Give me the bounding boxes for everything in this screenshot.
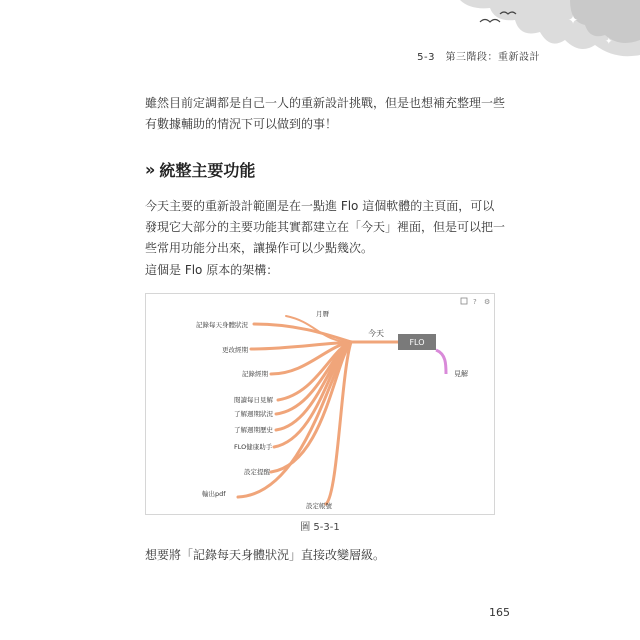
- section-heading: [145, 158, 255, 181]
- insights-label: 見解: [454, 370, 468, 378]
- mindmap-figure: [145, 293, 495, 515]
- health-assistant-label: FLO健康助手: [234, 443, 273, 451]
- set-account-label: 設定帳號: [306, 502, 332, 510]
- sparkle-icon: ✦: [568, 13, 579, 27]
- read-insights-label: 閱讀每日見解: [234, 396, 273, 404]
- main-paragraph: 今天主要的重新設計範圍是在一點進 Flo 這個軟體的主頁面，可以發現它大部分的主要功能其實都建立在「今天」裡面，但是可以把一些常用功能分出來，讓操作可以少點幾次。: [145, 199, 506, 255]
- figure-caption: 圖 5-3-1: [300, 522, 340, 533]
- record-daily-label: 記錄每天身體狀況: [196, 321, 248, 329]
- section-header: 5-3 第三階段：重新設計: [417, 52, 540, 63]
- sparkle-icon: ✦: [605, 37, 613, 47]
- closing-paragraph: 想要將「記錄每天身體狀況」直接改變層級。: [145, 548, 386, 562]
- bird-icon: [480, 20, 500, 23]
- settings-icon: ⚙: [484, 298, 491, 306]
- know-cycle-history-label: 了解週期歷史: [234, 426, 273, 434]
- month-label: 月曆: [316, 310, 329, 318]
- change-period-label: 更改經期: [222, 346, 248, 354]
- square-icon: [461, 298, 467, 304]
- architecture-intro: 這個是 Flo 原本的架構：: [145, 263, 279, 277]
- double-chevron-icon: »: [145, 160, 156, 179]
- set-reminder-label: 設定提醒: [244, 468, 270, 476]
- root-label: FLO: [409, 338, 425, 347]
- know-cycle-status-label: 了解週期狀況: [234, 410, 273, 418]
- export-pdf-label: 輸出pdf: [202, 490, 226, 498]
- mindmap-svg: [146, 294, 494, 514]
- record-period-label: 記錄經期: [242, 370, 268, 378]
- intro-paragraph: 雖然目前定調都是自己一人的重新設計挑戰，但是也想補充整理一些有數據輔助的情況下可以做到的事！: [145, 96, 506, 131]
- help-icon: ?: [473, 298, 477, 306]
- heading-title: 統整主要功能: [159, 161, 256, 180]
- page-number: 165: [489, 606, 510, 619]
- today-label: 今天: [368, 329, 384, 338]
